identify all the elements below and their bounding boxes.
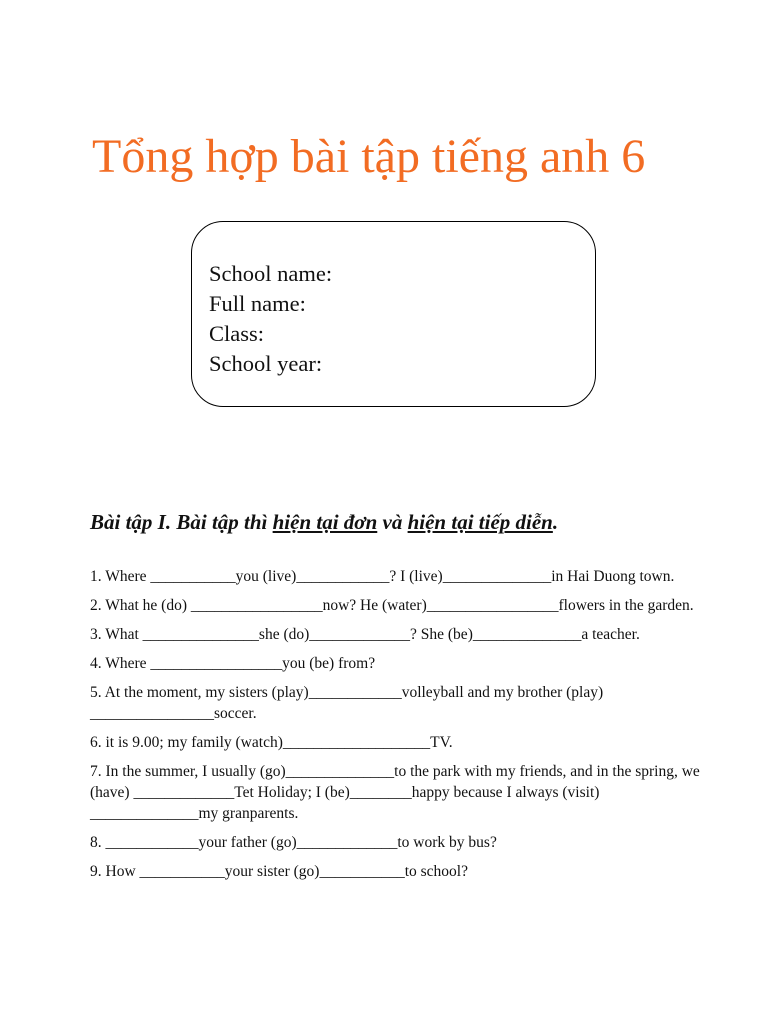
school-year-label: School year:	[209, 351, 323, 376]
section-heading-tense-simple-present: hiện tại đơn	[272, 510, 378, 534]
question-4: 4. Where _________________you (be) from?	[90, 655, 376, 672]
section-heading-joiner: và	[377, 510, 408, 534]
question-1: 1. Where ___________you (live)____________? I (live)______________in Hai Duong town.	[90, 568, 675, 585]
section-heading	[90, 510, 558, 535]
section-heading-prefix: Bài tập I. Bài tập thì	[90, 510, 273, 534]
page-title: Tổng hợp bài tập tiếng anh 6	[92, 130, 646, 183]
exercise-question-list	[90, 566, 730, 890]
question-3: 3. What _______________she (do)_____________? She (be)______________a teacher.	[90, 626, 640, 643]
question-9: 9. How ___________your sister (go)___________to school?	[90, 863, 468, 880]
school-name-label: School name:	[209, 261, 333, 286]
question-5: 5. At the moment, my sisters (play)____________volleyball and my brother (play) ________________soccer.	[90, 684, 604, 722]
question-6: 6. it is 9.00; my family (watch)___________________TV.	[90, 734, 453, 751]
class-label: Class:	[209, 321, 265, 346]
question-7: 7. In the summer, I usually (go)______________to the park with my friends, and in the spring, we (have) _____________Tet Holiday; I (be)________happy because I always (visit) ______________my granparents.	[90, 763, 700, 822]
section-heading-tense-present-continuous: hiện tại tiếp diễn	[407, 510, 553, 534]
question-8: 8. ____________your father (go)_____________to work by bus?	[90, 834, 497, 851]
student-info-box	[191, 221, 596, 407]
section-heading-suffix: .	[552, 510, 559, 534]
question-2: 2. What he (do) _________________now? He (water)_________________flowers in the garden.	[90, 597, 694, 614]
full-name-label: Full name:	[209, 291, 306, 316]
